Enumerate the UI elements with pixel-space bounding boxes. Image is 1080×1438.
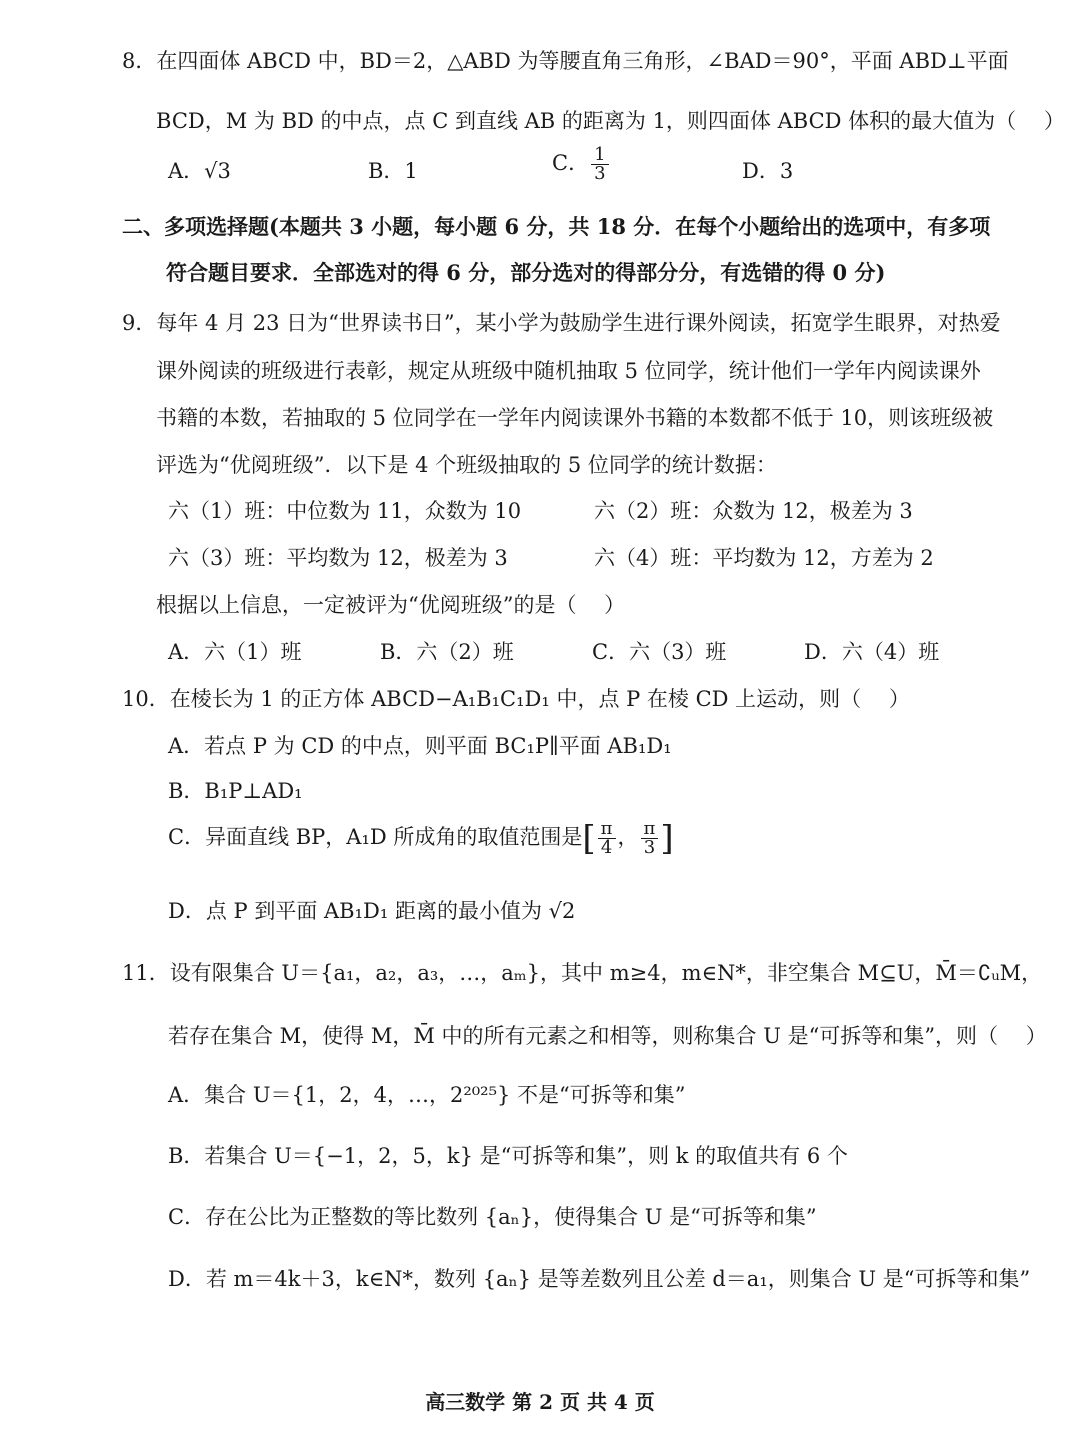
q9-line3: 书籍的本数，若抽取的 5 位同学在一学年内阅读课外书籍的本数都不低于 10，则该班级被	[156, 406, 994, 430]
q8-option-b: B．1	[368, 159, 418, 183]
q8-option-a: A．√3	[168, 159, 231, 183]
section2-title-line2: 符合题目要求．全部选对的得 6 分，部分选对的得部分分，有选错的得 0 分)	[166, 260, 886, 285]
q10-option-c-num1: π	[598, 820, 616, 839]
q10-option-c-fraction2	[641, 820, 659, 857]
q10-option-a: A．若点 P 为 CD 的中点，则平面 BC₁P∥平面 AB₁D₁	[168, 734, 672, 758]
q8-line2: BCD，M 为 BD 的中点，点 C 到直线 AB 的距离为 1，则四面体 ABCD 体积的最大值为（ ）	[156, 109, 1065, 133]
q8-option-c	[552, 146, 611, 183]
q9-option-b: B．六（2）班	[380, 640, 514, 664]
q9-line4: 评选为“优阅班级”．以下是 4 个班级抽取的 5 位同学的统计数据：	[156, 453, 777, 477]
q10-option-c-comma: ，	[617, 825, 639, 849]
q11-line1: 11．设有限集合 U＝{a₁，a₂，a₃，…，aₘ}，其中 m≥4，m∈N*，非空集合 M⊆U，M̄＝∁ᵤM，	[122, 961, 1043, 985]
q8-option-c-numerator: 1	[591, 146, 608, 165]
q10-option-c-right-bracket: ]	[660, 818, 674, 859]
q9-class2: 六（2）班：众数为 12，极差为 3	[594, 499, 913, 523]
q11-line2: 若存在集合 M，使得 M，M̄ 中的所有元素之和相等，则称集合 U 是“可拆等和集”，则（ ）	[168, 1024, 1047, 1048]
q9-option-d: D．六（4）班	[804, 640, 940, 664]
q10-option-c-den2: 3	[643, 837, 656, 858]
q10-option-d: D．点 P 到平面 AB₁D₁ 距离的最小值为 √2	[168, 899, 576, 923]
q8-option-c-fraction	[591, 146, 608, 183]
q9-option-c: C．六（3）班	[592, 640, 727, 664]
q10-option-c-fraction1	[598, 820, 616, 857]
q11-option-c: C．存在公比为正整数的等比数列 {aₙ}，使得集合 U 是“可拆等和集”	[168, 1205, 817, 1229]
q10-option-c-left-bracket: [	[582, 818, 596, 859]
q8-line1: 8．在四面体 ABCD 中，BD＝2，△ABD 为等腰直角三角形，∠BAD＝90°，平面 ABD⊥平面	[122, 49, 1009, 73]
q11-option-a: A．集合 U＝{1，2，4，…，2²⁰²⁵} 不是“可拆等和集”	[168, 1083, 686, 1107]
q11-option-d: D．若 m＝4k＋3，k∈N*，数列 {aₙ} 是等差数列且公差 d＝a₁，则集合 U 是“可拆等和集”	[168, 1267, 1031, 1291]
q9-line2: 课外阅读的班级进行表彰，规定从班级中随机抽取 5 位同学，统计他们一学年内阅读课外	[156, 359, 981, 383]
page-footer: 高三数学 第 2 页 共 4 页	[425, 1390, 655, 1414]
q10-option-c	[168, 820, 674, 857]
q10-option-c-den1: 4	[600, 837, 613, 858]
q11-option-b: B．若集合 U＝{−1，2，5，k} 是“可拆等和集”，则 k 的取值共有 6 个	[168, 1144, 848, 1168]
section2-title-line1: 二、多项选择题(本题共 3 小题，每小题 6 分，共 18 分．在每个小题给出的选项中，有多项	[122, 214, 991, 239]
q9-class1: 六（1）班：中位数为 11，众数为 10	[168, 499, 522, 523]
q9-question: 根据以上信息，一定被评为“优阅班级”的是（ ）	[156, 593, 626, 617]
q9-class4: 六（4）班：平均数为 12，方差为 2	[594, 546, 934, 570]
q10-option-c-prefix: C．异面直线 BP，A₁D 所成角的取值范围是	[168, 825, 583, 849]
q9-option-a: A．六（1）班	[168, 640, 302, 664]
q10-option-b: B．B₁P⊥AD₁	[168, 779, 303, 803]
q10-option-c-num2: π	[641, 820, 659, 839]
q9-line1: 9．每年 4 月 23 日为“世界读书日”，某小学为鼓励学生进行课外阅读，拓宽学生眼界，对热爱	[122, 311, 1001, 335]
q8-option-c-denominator: 3	[594, 163, 606, 184]
q8-option-d: D．3	[742, 159, 794, 183]
q8-option-c-prefix: C．	[552, 151, 590, 175]
q10-stem: 10．在棱长为 1 的正方体 ABCD−A₁B₁C₁D₁ 中，点 P 在棱 CD 上运动，则（ ）	[122, 687, 910, 711]
q9-class3: 六（3）班：平均数为 12，极差为 3	[168, 546, 508, 570]
